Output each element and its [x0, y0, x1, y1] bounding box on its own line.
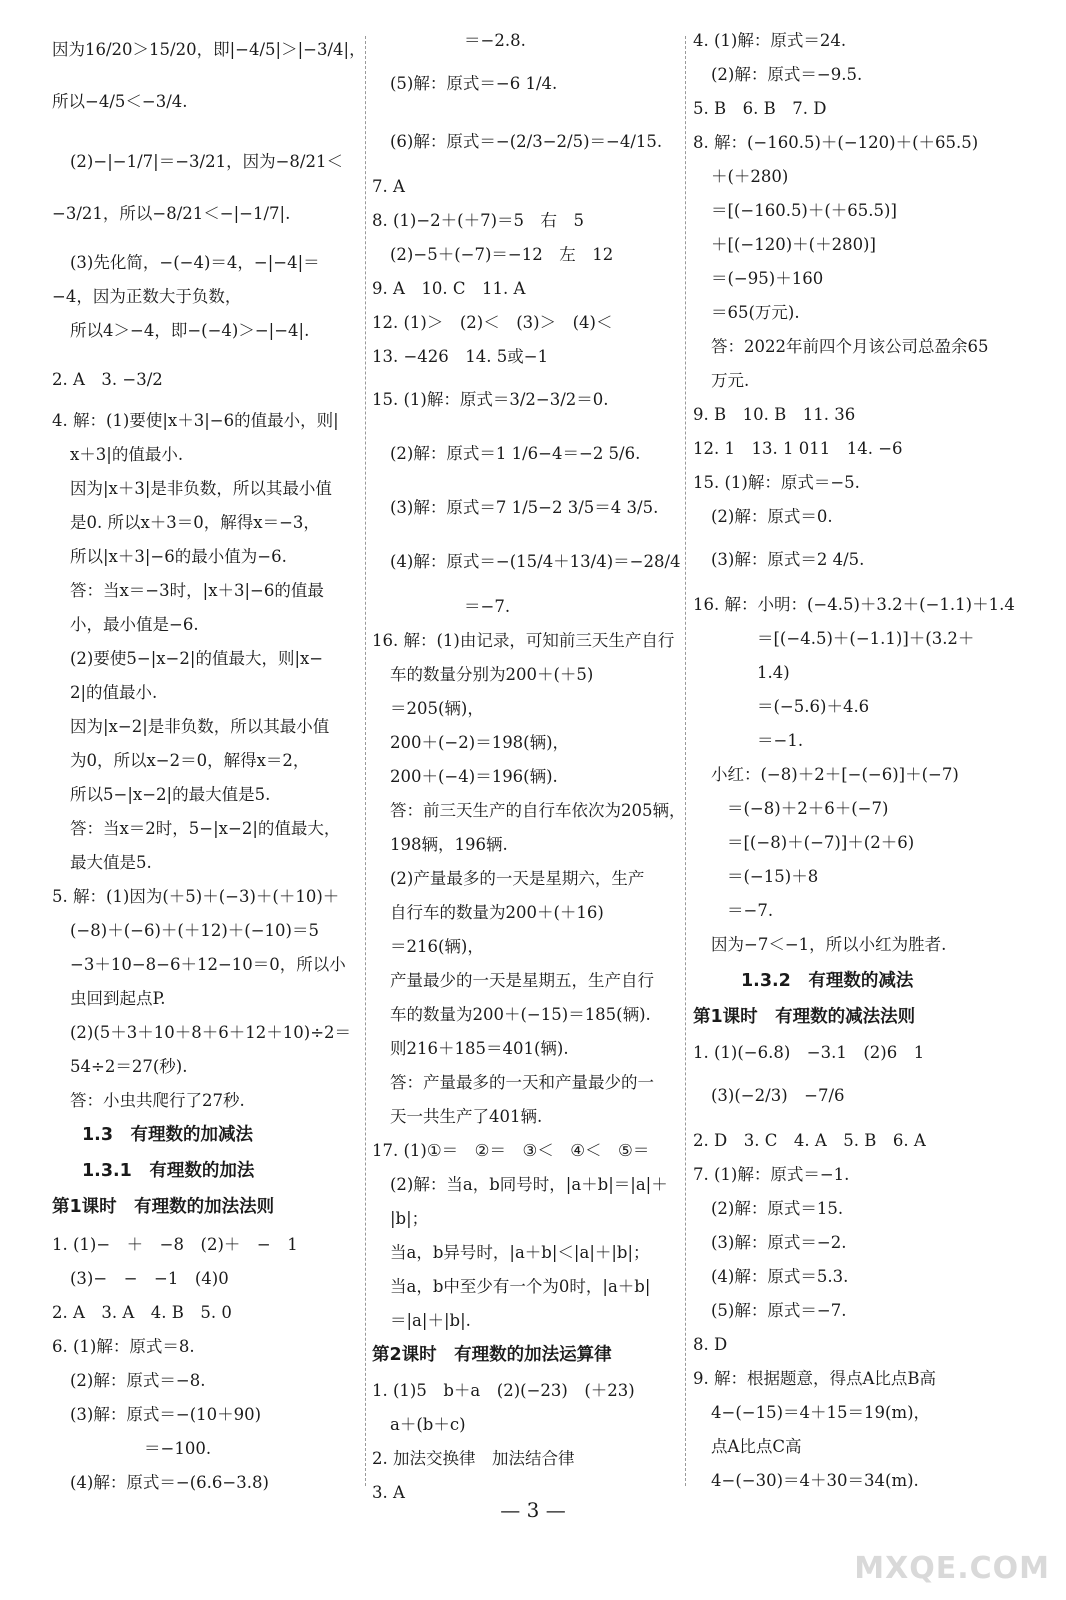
text-line: 13. −426 14. 5或−1 — [372, 347, 549, 366]
text-line: (2)−|−1/7|＝−3/21，因为−8/21＜ — [70, 152, 343, 171]
text-line: 答：当x＝2时，5−|x−2|的值最大， — [70, 819, 341, 838]
text-line: ＝−100. — [144, 1439, 212, 1458]
text-line: 16. 解：(1)由记录，可知前三天生产自行 — [372, 631, 675, 650]
text-line: (3)(−2/3) −7/6 — [711, 1086, 845, 1105]
text-line: 5. 解：(1)因为(＋5)＋(−3)＋(＋10)＋ — [52, 887, 340, 906]
text-line: ＝216(辆)， — [390, 937, 484, 956]
text-line: 12. 1 13. 1 011 14. −6 — [693, 439, 903, 458]
text-line: (3)先化简，−(−4)＝4，−|−4|＝ — [70, 253, 320, 272]
text-line: (−8)＋(−6)＋(＋12)＋(−10)＝5 — [70, 921, 319, 940]
text-line: 3. A — [372, 1483, 405, 1502]
text-line: 虫回到起点P. — [70, 989, 166, 1008]
text-line: 所以4＞−4，即−(−4)＞−|−4|. — [70, 321, 310, 340]
text-line: (2)−5＋(−7)＝−12 左 12 — [390, 245, 614, 264]
text-line: ＝−7. — [727, 901, 774, 920]
text-line: 自行车的数量为200＋(＋16) — [390, 903, 604, 922]
text-line: 2|的值最小. — [70, 683, 158, 702]
text-line: a＋(b＋c) — [390, 1415, 466, 1434]
text-line: 8. 解：(−160.5)＋(−120)＋(＋65.5) — [693, 133, 979, 152]
column-divider — [365, 36, 366, 1486]
text-line: |b|； — [390, 1209, 429, 1228]
text-line: 200＋(−2)＝198(辆)， — [390, 733, 570, 752]
text-line: (5)解：原式＝−7. — [711, 1301, 847, 1320]
text-line: −3/21，所以−8/21＜−|−1/7|. — [52, 204, 291, 223]
text-line: 200＋(−4)＝196(辆). — [390, 767, 558, 786]
text-line: 2. A 3. A 4. B 5. 0 — [52, 1303, 232, 1322]
text-line: (2)解：原式＝0. — [711, 507, 833, 526]
text-line: 6. (1)解：原式＝8. — [52, 1337, 195, 1356]
text-line: (2)产量最多的一天是星期六，生产 — [390, 869, 645, 888]
text-line: 9. A 10. C 11. A — [372, 279, 526, 298]
text-line: (2)解：当a，b同号时，|a＋b|＝|a|＋ — [390, 1175, 668, 1194]
text-line: 为0，所以x−2＝0，解得x＝2， — [70, 751, 310, 770]
text-line: (4)解：原式＝5.3. — [711, 1267, 849, 1286]
text-line: 当a，b异号时，|a＋b|＜|a|＋|b|； — [390, 1243, 650, 1262]
text-line: 2. A 3. −3/2 — [52, 370, 163, 389]
text-line: (5)解：原式＝−6 1/4. — [390, 74, 558, 93]
lesson-heading: 第1课时 有理数的加法法则 — [52, 1197, 275, 1217]
text-line: ＝(−15)＋8 — [727, 867, 819, 886]
text-line: 12. (1)＞ (2)＜ (3)＞ (4)＜ — [372, 313, 613, 332]
text-line: 4−(−30)＝4＋30＝34(m). — [711, 1471, 919, 1490]
lesson-heading: 第2课时 有理数的加法运算律 — [372, 1345, 612, 1365]
text-line: ＝−2.8. — [464, 31, 526, 50]
text-line: ＝|a|＋|b|. — [390, 1311, 471, 1330]
text-line: 1.4) — [757, 663, 790, 682]
text-line: ＋(＋280) — [711, 167, 789, 186]
text-line: 答：当x＝−3时，|x＋3|−6的值最 — [70, 581, 324, 600]
text-line: (2)解：原式＝−8. — [70, 1371, 206, 1390]
text-line: 车的数量为200＋(−15)＝185(辆). — [390, 1005, 651, 1024]
text-line: 7. A — [372, 177, 405, 196]
text-line: 因为|x−2|是非负数，所以其最小值 — [70, 717, 330, 736]
text-line: ＝205(辆)， — [390, 699, 484, 718]
text-line: 小红：(−8)＋2＋[−(−6)]＋(−7) — [711, 765, 959, 784]
page-number: — 3 — — [500, 1498, 566, 1522]
text-line: 答：产量最多的一天和产量最少的一 — [390, 1073, 654, 1092]
text-line: (4)解：原式＝−(15/4＋13/4)＝−28/4 — [390, 552, 681, 571]
text-line: ＝65(万元). — [711, 303, 800, 322]
text-line: 7. (1)解：原式＝−1. — [693, 1165, 850, 1184]
text-line: 9. 解：根据题意，得点A比点B高 — [693, 1369, 937, 1388]
text-line: −4，因为正数大于负数， — [52, 287, 242, 306]
text-line: 因为|x＋3|是非负数，所以其最小值 — [70, 479, 332, 498]
text-line: 16. 解：小明：(−4.5)＋3.2＋(−1.1)＋1.4 — [693, 595, 1015, 614]
text-line: x＋3|的值最小. — [70, 445, 184, 464]
text-line: (4)解：原式＝−(6.6−3.8) — [70, 1473, 269, 1492]
text-line: ＝−1. — [757, 731, 804, 750]
text-line: 万元. — [711, 371, 750, 390]
text-line: (3)− − −1 (4)0 — [70, 1269, 229, 1288]
text-line: 15. (1)解：原式＝−5. — [693, 473, 860, 492]
text-line: (6)解：原式＝−(2/3−2/5)＝−4/15. — [390, 132, 663, 151]
watermark-logo: MXQE.COM — [854, 1551, 1050, 1586]
section-heading: 1.3.1 有理数的加法 — [82, 1161, 255, 1181]
text-line: −3＋10−8−6＋12−10＝0，所以小 — [70, 955, 346, 974]
text-line: 所以5−|x−2|的最大值是5. — [70, 785, 271, 804]
text-line: 因为−7＜−1，所以小红为胜者. — [711, 935, 947, 954]
text-line: (3)解：原式＝−(10＋90) — [70, 1405, 262, 1424]
text-line: 54÷2＝27(秒). — [70, 1057, 188, 1076]
text-line: 是0. 所以x＋3＝0，解得x＝−3， — [70, 513, 320, 532]
text-line: 小，最小值是−6. — [70, 615, 199, 634]
text-line: 8. (1)−2＋(＋7)＝5 右 5 — [372, 211, 585, 230]
text-line: (2)解：原式＝1 1/6−4＝−2 5/6. — [390, 444, 641, 463]
text-line: 产量最少的一天是星期五，生产自行 — [390, 971, 654, 990]
text-line: (3)解：原式＝−2. — [711, 1233, 847, 1252]
text-line: ＋[(−120)＋(＋280)] — [711, 235, 876, 254]
text-line: 最大值是5. — [70, 853, 152, 872]
text-line: ＝−7. — [464, 597, 511, 616]
text-line: ＝[(−8)＋(−7)]＋(2＋6) — [727, 833, 915, 852]
text-line: 天一共生产了401辆. — [390, 1107, 543, 1126]
text-line: 车的数量分别为200＋(＋5) — [390, 665, 594, 684]
text-line: 5. B 6. B 7. D — [693, 99, 827, 118]
text-line: ＝(−95)＋160 — [711, 269, 824, 288]
text-line: 198辆，196辆. — [390, 835, 508, 854]
text-line: ＝(−5.6)＋4.6 — [757, 697, 870, 716]
text-line: 17. (1)①＝ ②＝ ③＜ ④＜ ⑤＝ — [372, 1141, 650, 1160]
text-line: 1. (1)5 b＋a (2)(−23) (＋23) — [372, 1381, 635, 1400]
text-line: 8. D — [693, 1335, 728, 1354]
text-line: 因为16/20＞15/20，即|−4/5|＞|−3/4|， — [52, 40, 366, 59]
text-line: (2)解：原式＝−9.5. — [711, 65, 863, 84]
text-line: (2)要使5−|x−2|的值最大，则|x− — [70, 649, 324, 668]
section-heading: 1.3 有理数的加减法 — [82, 1125, 254, 1145]
text-line: 4. (1)解：原式＝24. — [693, 31, 847, 50]
text-line: 则216＋185＝401(辆). — [390, 1039, 569, 1058]
section-heading: 1.3.2 有理数的减法 — [741, 971, 914, 991]
text-line: (3)解：原式＝2 4/5. — [711, 550, 865, 569]
text-line: 15. (1)解：原式＝3/2−3/2＝0. — [372, 390, 609, 409]
text-line: 9. B 10. B 11. 36 — [693, 405, 856, 424]
text-line: 答：2022年前四个月该公司总盈余65 — [711, 337, 989, 356]
text-line: ＝[(−4.5)＋(−1.1)]＋(3.2＋ — [757, 629, 975, 648]
text-line: 点A比点C高 — [711, 1437, 802, 1456]
text-line: ＝[(−160.5)＋(＋65.5)] — [711, 201, 897, 220]
text-line: 2. D 3. C 4. A 5. B 6. A — [693, 1131, 926, 1150]
text-line: 2. 加法交换律 加法结合律 — [372, 1449, 575, 1468]
text-line: 4. 解：(1)要使|x＋3|−6的值最小，则| — [52, 411, 339, 430]
text-line: (2)(5＋3＋10＋8＋6＋12＋10)÷2＝ — [70, 1023, 352, 1042]
text-line: ＝(−8)＋2＋6＋(−7) — [727, 799, 889, 818]
text-line: 1. (1)(−6.8) −3.1 (2)6 1 — [693, 1043, 925, 1062]
text-line: 当a，b中至少有一个为0时，|a＋b| — [390, 1277, 651, 1296]
text-line: 所以−4/5＜−3/4. — [52, 92, 188, 111]
text-line: 所以|x＋3|−6的最小值为−6. — [70, 547, 287, 566]
text-line: (2)解：原式＝15. — [711, 1199, 844, 1218]
lesson-heading: 第1课时 有理数的减法法则 — [693, 1007, 916, 1027]
text-line: 4−(−15)＝4＋15＝19(m)， — [711, 1403, 931, 1422]
text-line: 答：小虫共爬行了27秒. — [70, 1091, 245, 1110]
column-divider — [685, 36, 686, 1486]
text-line: 答：前三天生产的自行车依次为205辆， — [390, 801, 686, 820]
text-line: (3)解：原式＝7 1/5−2 3/5＝4 3/5. — [390, 498, 659, 517]
text-line: 1. (1)− ＋ −8 (2)＋ − 1 — [52, 1235, 298, 1254]
